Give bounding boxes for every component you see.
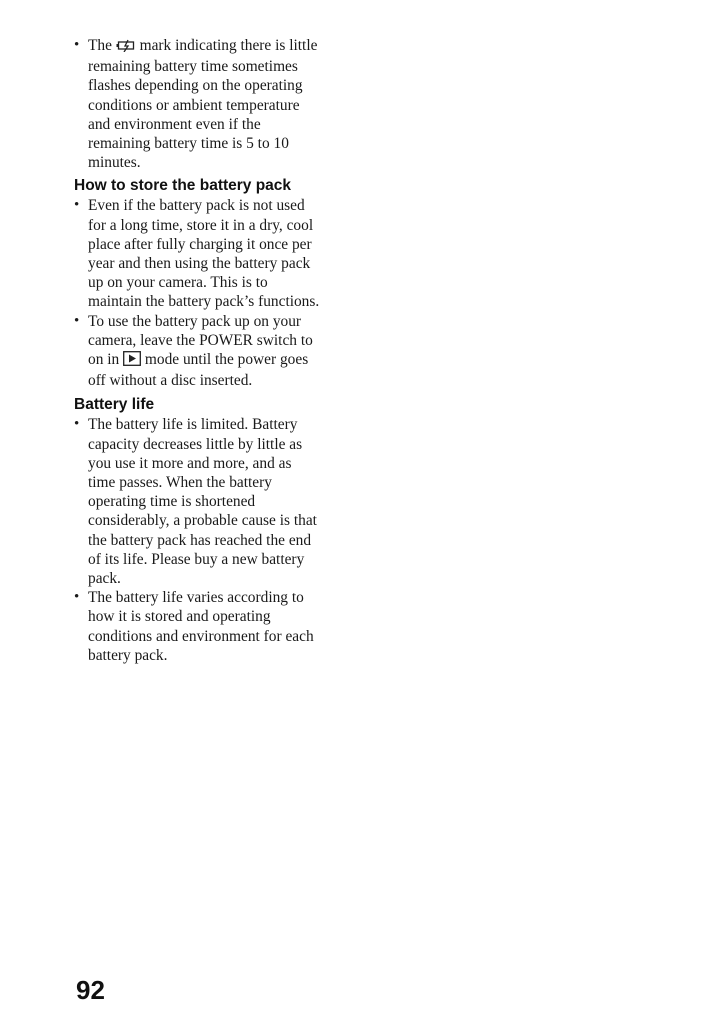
bullet-dot: • — [74, 312, 80, 329]
text-line: year and then using the battery pack — [88, 255, 311, 273]
text-line: conditions and environment for each — [88, 627, 314, 645]
text-column — [74, 36, 364, 665]
battery-life-heading: Battery life — [74, 396, 155, 414]
playback-mode-icon — [123, 351, 141, 371]
store-note-2 — [74, 312, 364, 391]
text-line: up on your camera. This is to — [88, 274, 268, 292]
text-fragment: The — [88, 37, 116, 54]
text-line: maintain the battery pack’s functions. — [88, 293, 320, 311]
text-line: and environment even if the — [88, 115, 261, 133]
text-line: how it is stored and operating — [88, 608, 271, 626]
text-fragment: on in — [88, 351, 124, 369]
text-line — [88, 36, 364, 57]
bullet-dot: • — [74, 589, 80, 606]
text-line: battery pack. — [88, 646, 168, 664]
text-fragment: mark indicating there is little — [135, 37, 318, 54]
text-line: the battery pack has reached the end — [88, 531, 312, 549]
text-line: camera, leave the POWER switch to — [88, 331, 313, 349]
text-fragment: mode until the power goes — [141, 351, 309, 369]
page-number: 92 — [76, 975, 105, 1005]
text-line: off without a disc inserted. — [88, 372, 253, 390]
text-line: you use it more and more, and as — [88, 454, 292, 472]
text-line: minutes. — [88, 154, 141, 172]
battery-low-icon — [116, 38, 136, 57]
text-line: The battery life is limited. Battery — [88, 416, 298, 434]
life-note-2 — [74, 588, 364, 665]
text-line: flashes depending on the operating — [88, 77, 303, 95]
text-line: The battery life varies according to — [88, 589, 304, 607]
text-line: for a long time, store it in a dry, cool — [88, 216, 314, 234]
store-note-1 — [74, 196, 364, 311]
text-line: Even if the battery pack is not used — [88, 197, 305, 215]
bullet-dot: • — [74, 37, 80, 53]
bullet-dot: • — [74, 416, 80, 433]
text-line: considerably, a probable cause is that — [88, 512, 317, 530]
text-line: remaining battery time sometimes — [88, 58, 298, 76]
text-line: time passes. When the battery — [88, 474, 272, 492]
text-line: operating time is shortened — [88, 493, 256, 511]
life-note-1 — [74, 415, 364, 588]
text-line: To use the battery pack up on your — [88, 312, 302, 330]
bullet-dot: • — [74, 197, 80, 214]
text-line: capacity decreases little by little as — [88, 435, 303, 453]
text-line: of its life. Please buy a new battery — [88, 550, 305, 568]
text-line: place after fully charging it once per — [88, 235, 312, 253]
low-battery-note — [74, 36, 364, 172]
text-line: remaining battery time is 5 to 10 — [88, 135, 289, 153]
store-heading: How to store the battery pack — [74, 177, 292, 195]
text-line: pack. — [88, 570, 121, 588]
text-line — [88, 350, 364, 371]
text-line: conditions or ambient temperature — [88, 96, 300, 114]
